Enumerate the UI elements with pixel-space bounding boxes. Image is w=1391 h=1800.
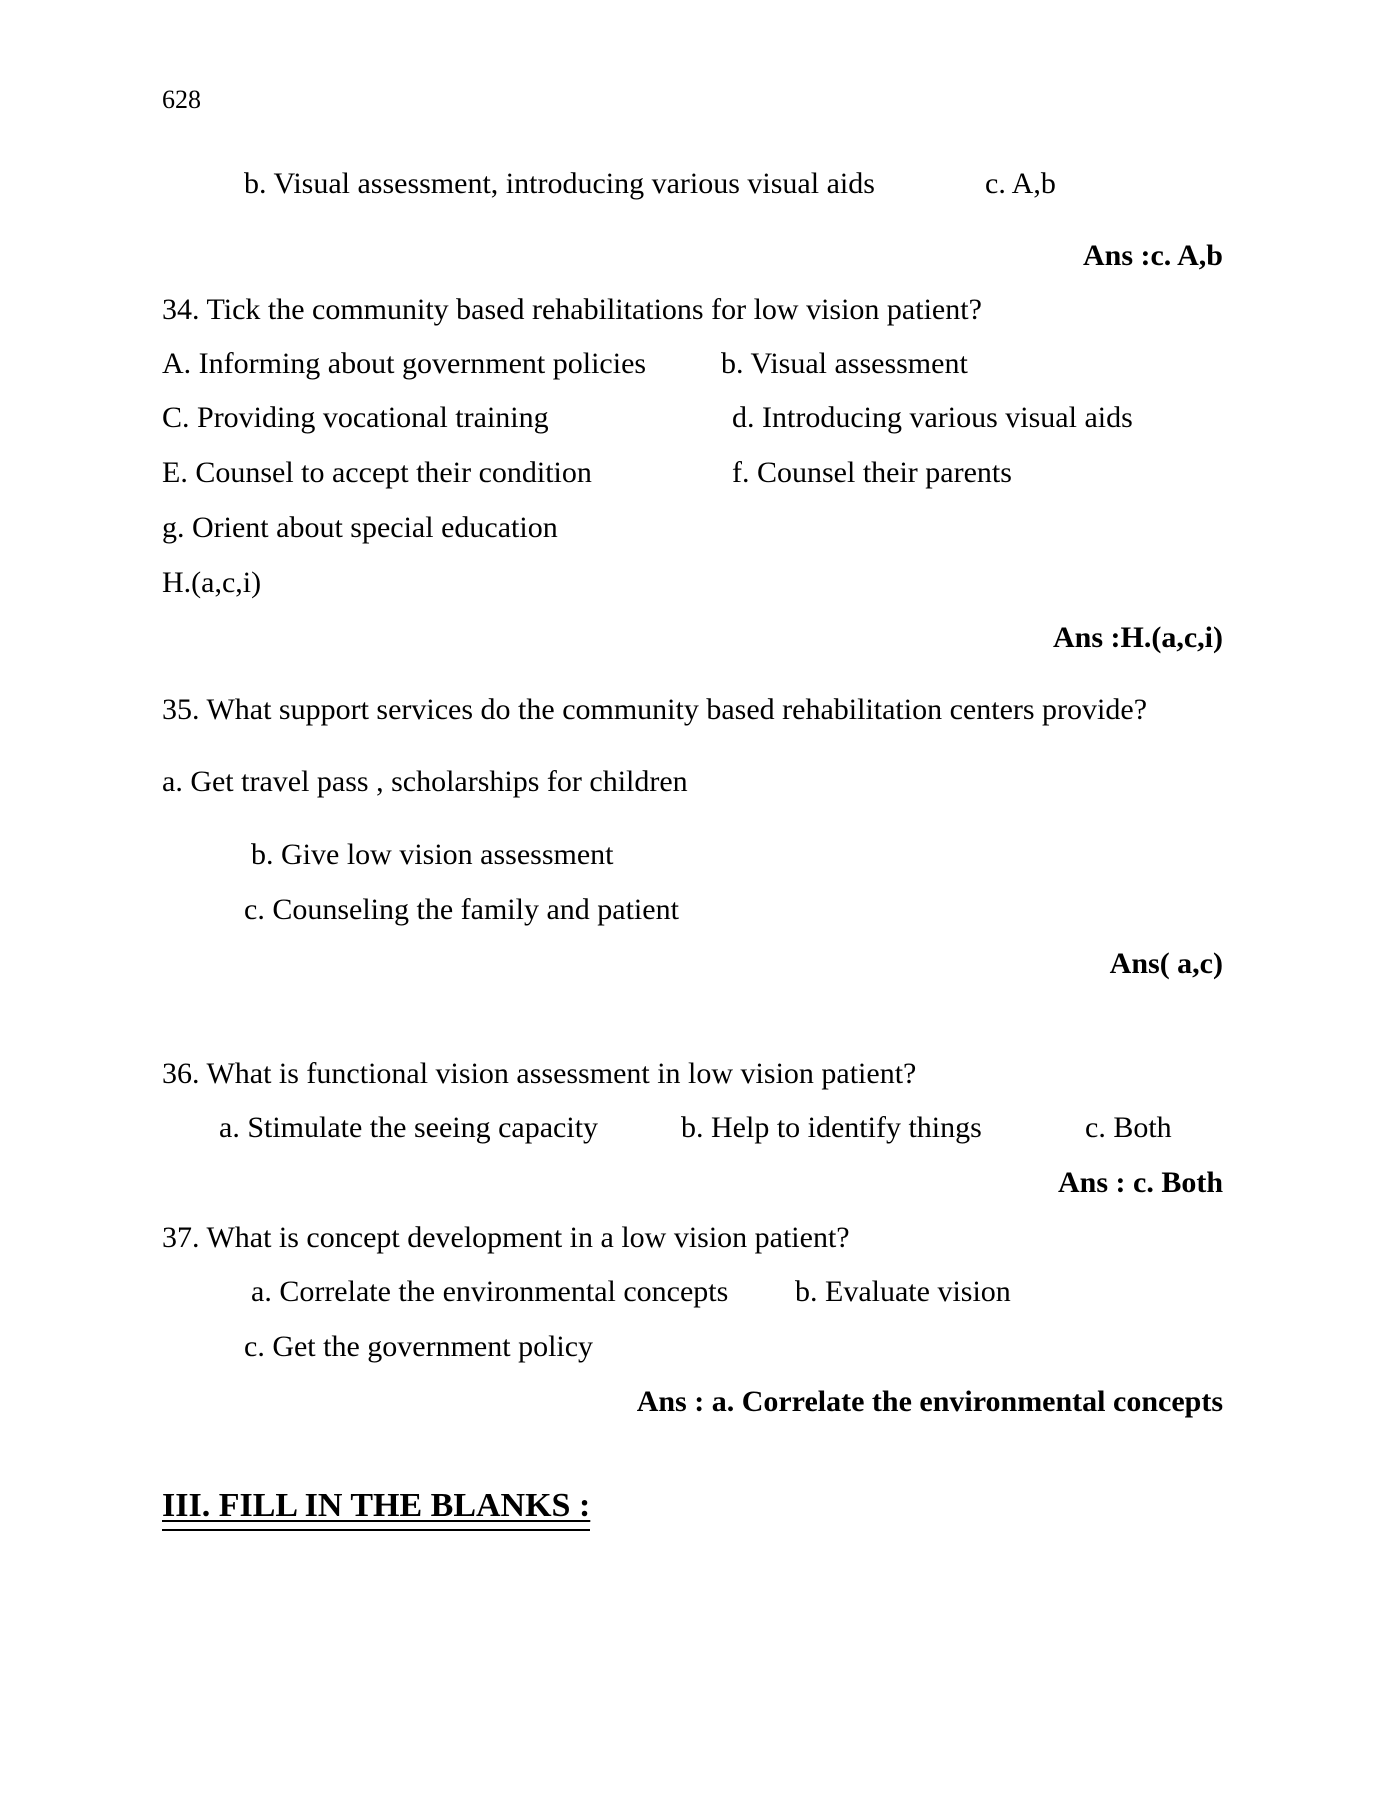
section-heading: III. FILL IN THE BLANKS :: [162, 1486, 590, 1531]
q34-question: 34. Tick the community based rehabilitations for low vision patient?: [162, 293, 982, 326]
q37-option-c: c. Get the government policy: [244, 1330, 594, 1363]
q34-option-f: f. Counsel their parents: [732, 456, 1012, 489]
q37-question: 37. What is concept development in a low vision patient?: [162, 1221, 850, 1254]
q34-option-A: A. Informing about government policies: [162, 347, 647, 380]
q33-option-b: b. Visual assessment, introducing various visual aids: [244, 167, 875, 200]
q37-answer: Ans : a. Correlate the environmental concepts: [636, 1385, 1223, 1418]
q36-question: 36. What is functional vision assessment in low vision patient?: [162, 1057, 917, 1090]
q35-option-c: c. Counseling the family and patient: [244, 893, 679, 926]
q36-option-a: a. Stimulate the seeing capacity: [219, 1111, 599, 1144]
q36-answer: Ans : c. Both: [1057, 1166, 1223, 1199]
q35-option-a: a. Get travel pass , scholarships for children: [162, 765, 688, 798]
q34-option-g: g. Orient about special education: [162, 511, 558, 544]
q33-option-c: c. A,b: [985, 167, 1056, 200]
q34-option-d: d. Introducing various visual aids: [732, 401, 1133, 434]
q34-option-b: b. Visual assessment: [721, 347, 968, 380]
q33-answer: Ans :c. A,b: [1082, 239, 1223, 272]
q34-option-C: C. Providing vocational training: [162, 401, 549, 434]
q37-option-b: b. Evaluate vision: [795, 1275, 1011, 1308]
q34-option-E: E. Counsel to accept their condition: [162, 456, 592, 489]
q34-answer: Ans :H.(a,c,i): [1053, 621, 1223, 654]
q36-option-c: c. Both: [1085, 1111, 1172, 1144]
q34-option-H: H.(a,c,i): [162, 566, 262, 599]
page-number: 628: [162, 85, 201, 114]
q36-option-b: b. Help to identify things: [681, 1111, 982, 1144]
q35-answer: Ans( a,c): [1109, 947, 1223, 980]
q37-option-a: a. Correlate the environmental concepts: [251, 1275, 729, 1308]
q35-option-b: b. Give low vision assessment: [251, 838, 614, 871]
q35-question: 35. What support services do the community based rehabilitation centers provide?: [162, 693, 1148, 726]
